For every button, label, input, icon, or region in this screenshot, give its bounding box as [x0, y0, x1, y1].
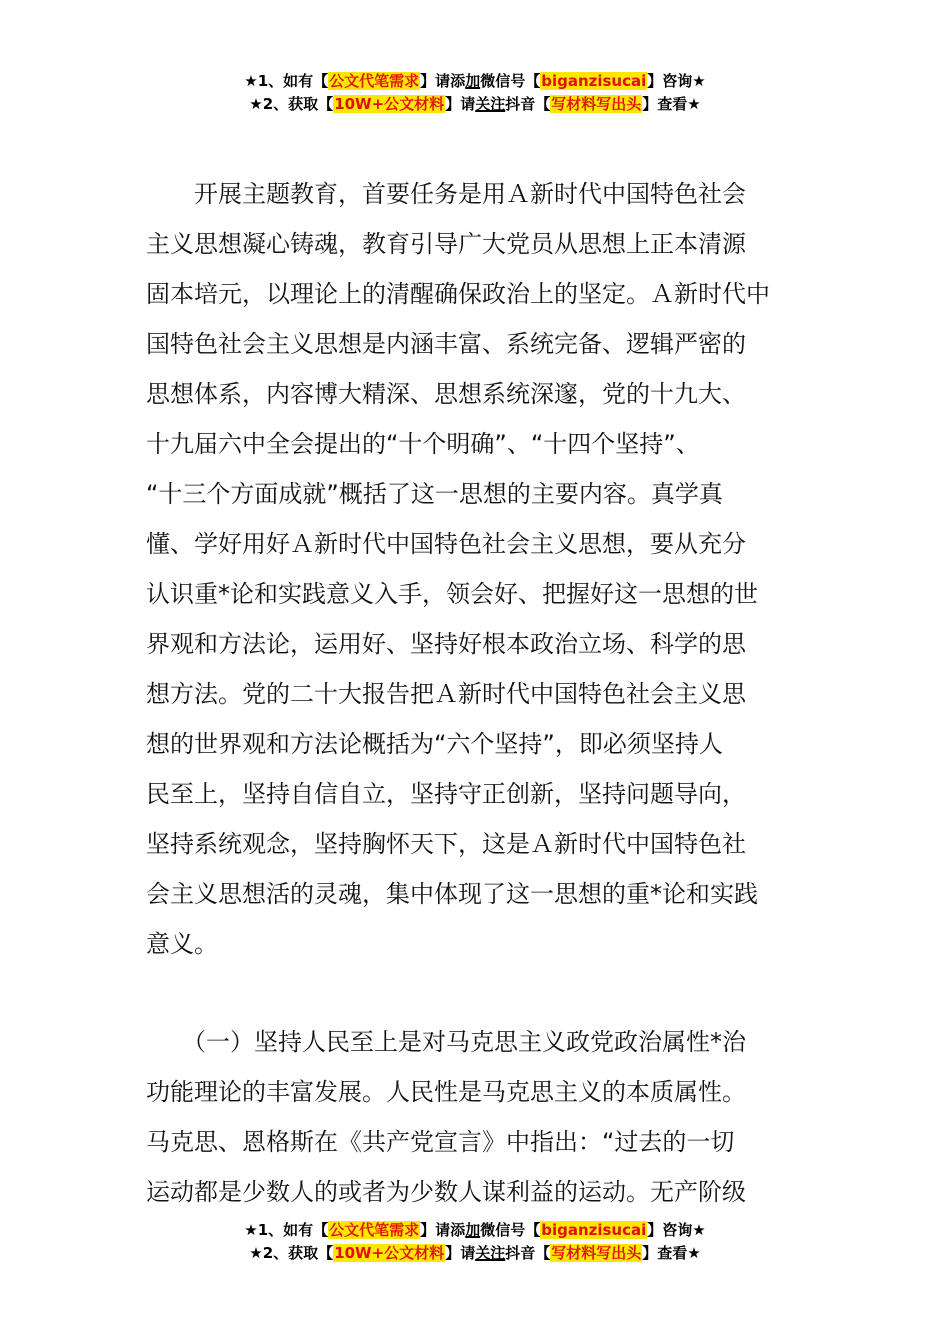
- paragraph-intro: [146, 169, 810, 969]
- header-banner: [0, 70, 950, 116]
- highlight-wechat-id: biganzisucai: [541, 72, 647, 90]
- highlight-service: 公文代笔需求: [329, 72, 420, 90]
- text-line: 界观和方法论，运用好、坚持好根本政治立场、科学的思: [146, 630, 746, 658]
- text-line: 会主义思想活的灵魂，集中体现了这一思想的重*论和实践: [146, 880, 758, 908]
- text-line: 懂、学好用好Ａ新时代中国特色社会主义思想，要从充分: [146, 530, 746, 558]
- paragraph-section-one: [146, 1017, 810, 1217]
- banner-line-2: ★2、获取【10W+公文材料】请关注抖音【写材料写出头】查看★: [249, 95, 701, 113]
- highlight-douyin-account: 写材料写出头: [551, 95, 642, 113]
- text-line: 国特色社会主义思想是内涵丰富、系统完备、逻辑严密的: [146, 330, 746, 358]
- text-line: 想的世界观和方法论概括为“六个坚持”，即必须坚持人: [146, 730, 723, 758]
- text-line: 想方法。党的二十大报告把Ａ新时代中国特色社会主义思: [146, 680, 746, 708]
- text-line: “十三个方面成就”概括了这一思想的主要内容。真学真: [146, 480, 723, 508]
- text-line: 开展主题教育，首要任务是用Ａ新时代中国特色社会: [146, 180, 746, 208]
- text-line: 思想体系，内容博大精深、思想系统深邃，党的十九大、: [146, 380, 746, 408]
- highlight-materials: 10W+公文材料: [334, 95, 445, 113]
- highlight-douyin-account: 写材料写出头: [551, 1244, 642, 1262]
- text-line: 功能理论的丰富发展。人民性是马克思主义的本质属性。: [146, 1078, 746, 1106]
- text-line: 十九届六中全会提出的“十个明确”、“十四个坚持”、: [146, 430, 700, 458]
- banner-line-2: ★2、获取【10W+公文材料】请关注抖音【写材料写出头】查看★: [249, 1244, 701, 1262]
- text-line: 坚持系统观念，坚持胸怀天下，这是Ａ新时代中国特色社: [146, 830, 746, 858]
- highlight-service: 公文代笔需求: [329, 1221, 420, 1239]
- highlight-materials: 10W+公文材料: [334, 1244, 445, 1262]
- text-line: 主义思想凝心铸魂，教育引导广大党员从思想上正本清源: [146, 230, 746, 258]
- banner-line-1: ★1、如有【公文代笔需求】请添加微信号【biganzisucai】咨询★: [244, 72, 706, 90]
- footer-banner: [0, 1219, 950, 1265]
- text-line: 民至上，坚持自信自立，坚持守正创新，坚持问题导向，: [146, 780, 746, 808]
- text-line: 认识重*论和实践意义入手，领会好、把握好这一思想的世: [146, 580, 758, 608]
- text-line: 运动都是少数人的或者为少数人谋利益的运动。无产阶级: [146, 1178, 746, 1206]
- highlight-wechat-id: biganzisucai: [541, 1221, 647, 1239]
- text-line: 固本培元，以理论上的清醒确保政治上的坚定。Ａ新时代中: [146, 280, 770, 308]
- banner-line-1: ★1、如有【公文代笔需求】请添加微信号【biganzisucai】咨询★: [244, 1221, 706, 1239]
- text-line: 马克思、恩格斯在《共产党宣言》中指出：“过去的一切: [146, 1128, 735, 1156]
- text-line: 意义。: [146, 930, 218, 958]
- text-line: （一）坚持人民至上是对马克思主义政党政治属性*治: [146, 1028, 746, 1056]
